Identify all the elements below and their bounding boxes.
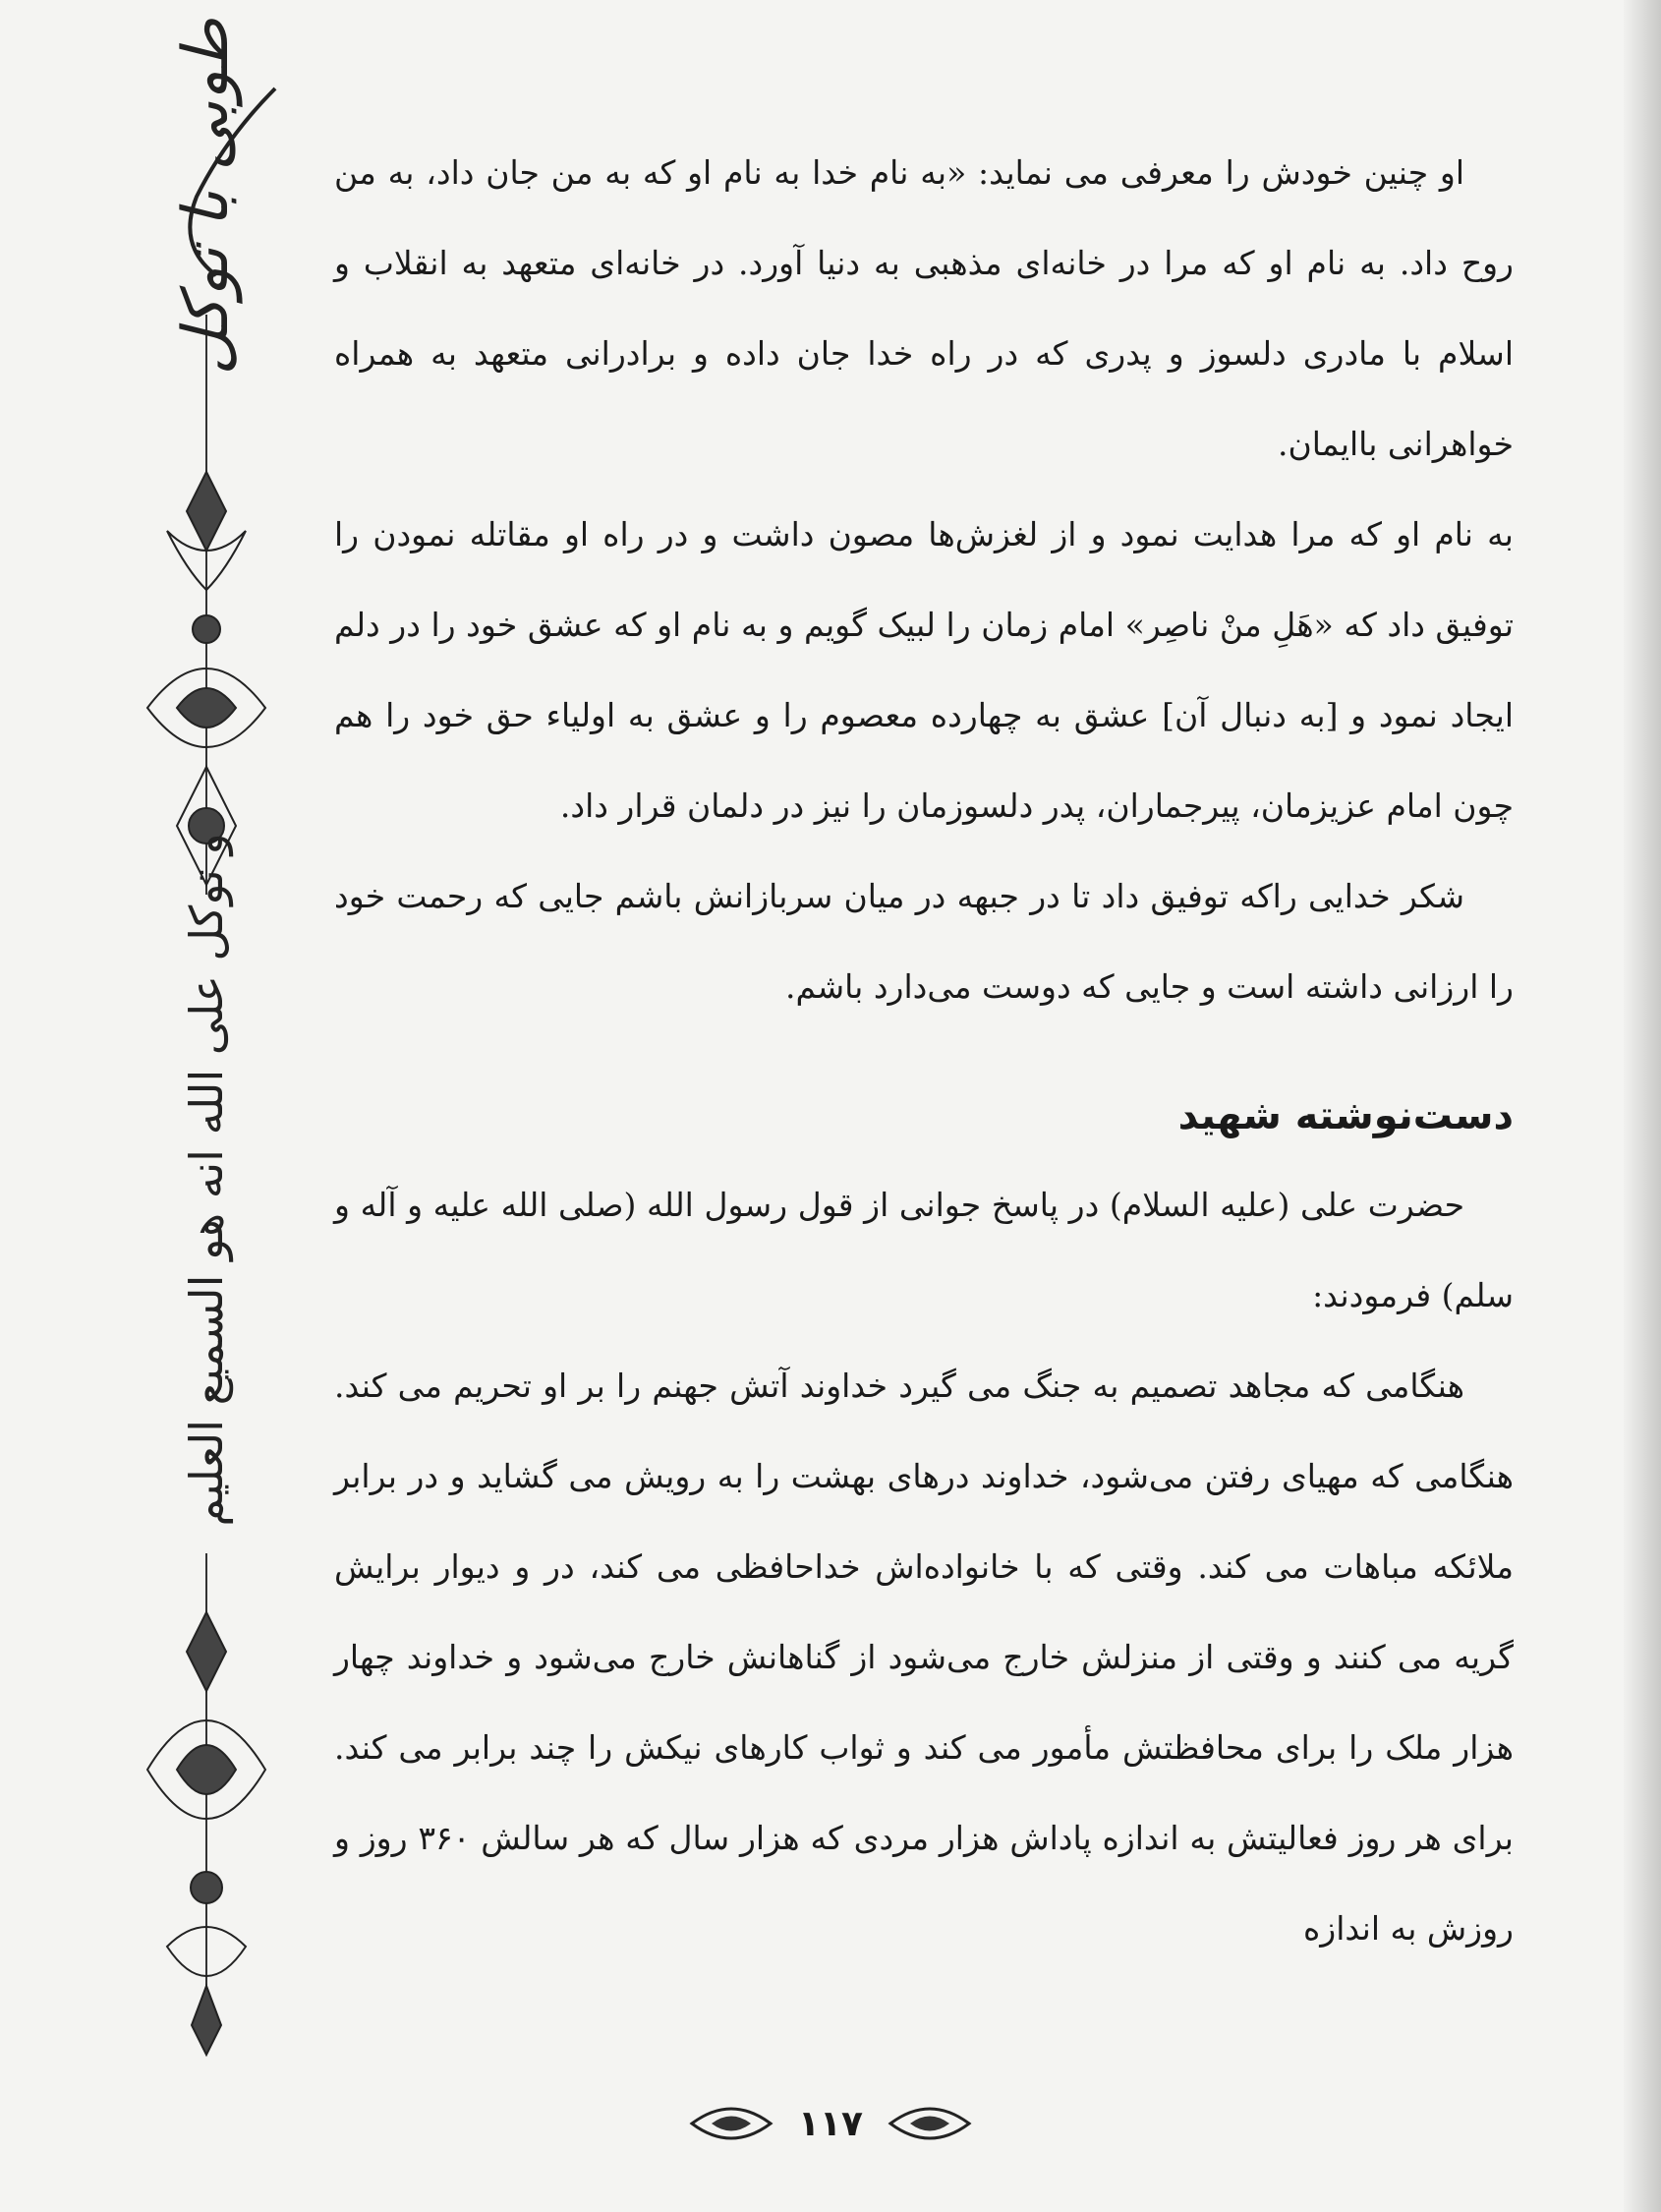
paragraph-intro: او چنین خودش را معرفی می نماید: «به نام خدا به نام او که به من جان داد، به من روح داد. به نام او که مرا در خانه‌ای مذهبی به دنیا آورد. در خانه‌ای متعهد به انقلاب و اسلام با مادری دلسوز و پدری که در راه خدا جان داده و برادرانی متعهد به همراه خواهرانی باایمان. xyxy=(334,153,1514,463)
paragraph-thanks: شکر خدایی راکه توفیق داد تا در جبهه در میان سربازانش باشم جایی که رحمت خود را ارزانی داشته است و جایی که دوست می‌دارد باشم. xyxy=(334,877,1514,1006)
paragraph-hadith: هنگامی که مجاهد تصمیم به جنگ می گیرد خداوند آتش جهنم را بر او تحریم می کند. هنگامی که مهیای رفتن می‌شود، خداوند درهای بهشت را به رویش می گشاید و در برابر ملائکه مباهات می کند. وقتی که با خانواده‌اش خداحافظی می کند، در و دیوار برایش گریه می کنند و وقتی از منزلش خارج می‌شود از گناهانش خارج می‌شود و خداوند چهار هزار ملک را برای محافظتش مأمور می کند و ثواب کارهای نیکش را چند برابر می کند. برای هر روز فعالیتش به اندازه پاداش هزار مردی که هزار سال که هر سالش ۳۶۰ روز و روزش به اندازه xyxy=(334,1367,1514,1948)
footer-ornament-right-icon xyxy=(886,2099,974,2148)
main-text xyxy=(334,128,1514,1974)
motto-calligraphy: طوبی با توکل xyxy=(170,18,243,376)
page-number: ۱۱۷ xyxy=(798,2103,863,2144)
section-heading: دست‌نوشته شهید xyxy=(1177,1093,1514,1138)
footer-ornament-left-icon xyxy=(687,2099,775,2148)
page-footer xyxy=(0,2099,1661,2148)
vertical-verse-calligraphy: و توکل علی الله انه هو السمیع العلیم xyxy=(180,833,233,1527)
page-edge-shadow xyxy=(1624,0,1661,2212)
paragraph-guidance: به نام او که مرا هدایت نمود و از لغزش‌ها مصون داشت و در راه او مقاتله نمودن را توفیق داد که «هَلِ منْ ناصِر» امام زمان را لبیک گویم و به نام او که عشق خود را در دلم ایجاد نمود و [به دنبال آن] عشق به چهارده معصوم را و عشق به اولیاء حق خود را هم چون امام عزیزمان، پیرجماران، پدر دلسوزمان را نیز در دلمان قرار داد. xyxy=(334,515,1514,825)
paragraph-hadith-intro: حضرت علی (علیه السلام) در پاسخ جوانی از قول رسول الله (صلی الله علیه و آله و سلم) فرمودند: xyxy=(334,1186,1514,1314)
